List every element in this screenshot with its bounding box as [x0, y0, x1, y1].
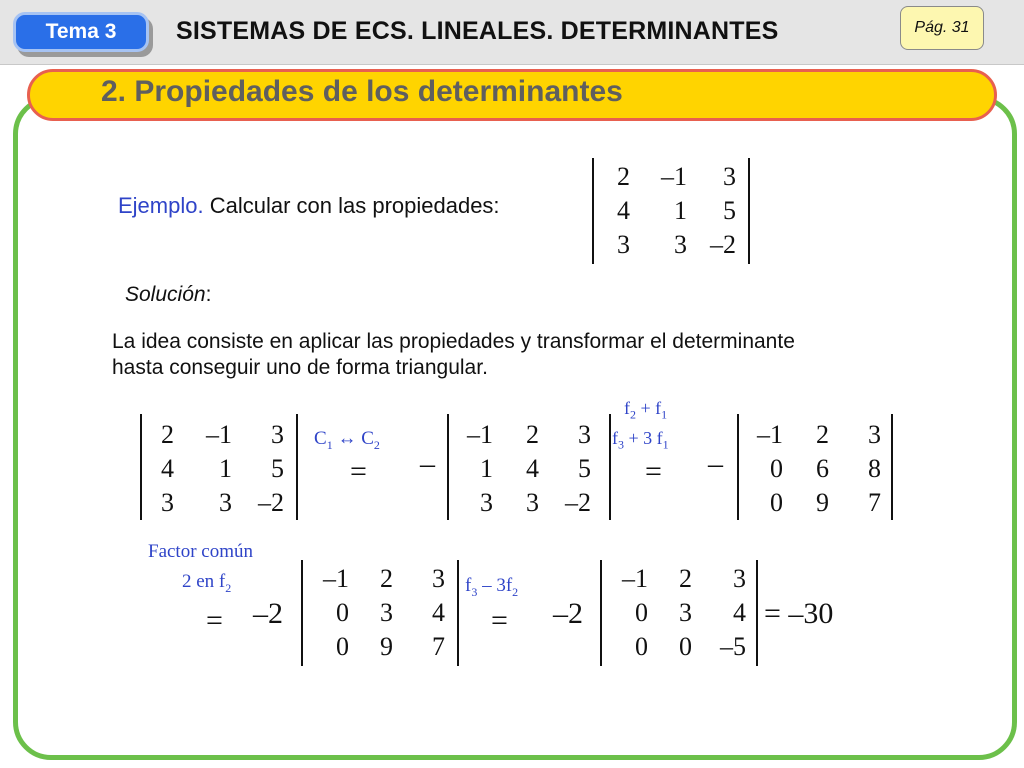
idea-line-1: La idea consiste en aplicar las propiedades y transformar el determinante — [112, 330, 795, 353]
determinant-entry: 5 — [271, 454, 284, 483]
determinant-entry: 9 — [380, 632, 393, 661]
determinant-entry: 1 — [674, 196, 687, 225]
solution-colon: : — [205, 283, 212, 306]
determinant-entry: 3 — [733, 564, 746, 593]
idea-line-2: hasta conseguir uno de forma triangular. — [112, 356, 488, 379]
final-result: = –30 — [764, 597, 834, 630]
determinant-entry: 3 — [480, 488, 493, 517]
determinant-row — [594, 162, 748, 196]
determinant-entry: 5 — [578, 454, 591, 483]
determinant-row — [303, 564, 457, 598]
determinant-entry: 4 — [432, 598, 445, 627]
determinant-entry: 3 — [380, 598, 393, 627]
determinant-entry: 3 — [578, 420, 591, 449]
determinant-row — [594, 230, 748, 264]
determinant-row — [602, 564, 756, 598]
determinant-entry: –1 — [206, 420, 232, 449]
factor-annotation-line-1: Factor común — [148, 541, 254, 562]
equals-sign-4: = — [491, 604, 508, 637]
determinant-entry: 0 — [770, 488, 783, 517]
factor-minus-two-1: –2 — [253, 597, 283, 630]
determinant-entry: 4 — [733, 598, 746, 627]
determinant-entry: 7 — [868, 488, 881, 517]
determinant-entry: 0 — [336, 632, 349, 661]
determinant-entry: –5 — [720, 632, 746, 661]
determinant-entry: 1 — [480, 454, 493, 483]
determinant-entry: 0 — [770, 454, 783, 483]
row-ops-annotation-line-1: $f_2 + f_1$ — [624, 398, 668, 422]
determinant-row — [303, 632, 457, 666]
determinant-entry: 8 — [868, 454, 881, 483]
determinant-entry: 3 — [723, 162, 736, 191]
equals-sign-2: = — [645, 455, 662, 488]
equals-sign-1: = — [350, 455, 367, 488]
determinant-2 — [447, 414, 611, 520]
equals-sign-3: = — [206, 604, 223, 637]
determinant-row — [739, 488, 891, 522]
example-label: Ejemplo. — [118, 193, 204, 218]
determinant-entry: 5 — [723, 196, 736, 225]
determinant-entry: 3 — [432, 564, 445, 593]
solution-heading — [125, 283, 211, 307]
determinant-row — [142, 454, 296, 488]
idea-paragraph — [112, 329, 795, 381]
determinant-4 — [301, 560, 459, 666]
determinant-1 — [140, 414, 298, 520]
determinant-entry: 3 — [271, 420, 284, 449]
determinant-entry: –2 — [258, 488, 284, 517]
section-title: 2. Propiedades de los determinantes — [101, 75, 623, 108]
determinant-entry: 4 — [617, 196, 630, 225]
determinant-row — [594, 196, 748, 230]
determinant-entry: 7 — [432, 632, 445, 661]
determinant-entry: 3 — [679, 598, 692, 627]
determinant-entry: 2 — [617, 162, 630, 191]
determinant-entry: 3 — [219, 488, 232, 517]
determinant-entry: 6 — [816, 454, 829, 483]
determinant-5 — [600, 560, 758, 666]
determinant-row — [739, 420, 891, 454]
determinant-entry: 2 — [161, 420, 174, 449]
determinant-entry: 3 — [617, 230, 630, 259]
determinant-row — [449, 420, 609, 454]
determinant-entry: 2 — [816, 420, 829, 449]
determinant-entry: 0 — [635, 598, 648, 627]
determinant-row — [739, 454, 891, 488]
factor-minus-two-2: –2 — [553, 597, 583, 630]
row-ops-annotation-line-2: $f_3 + 3$ $f_1$ — [612, 428, 669, 452]
determinant-entry: 2 — [380, 564, 393, 593]
determinant-entry: 1 — [219, 454, 232, 483]
determinant-entry: 2 — [679, 564, 692, 593]
example-statement — [118, 193, 500, 219]
determinant-entry: 3 — [526, 488, 539, 517]
determinant-entry: 0 — [336, 598, 349, 627]
determinant-entry: 4 — [526, 454, 539, 483]
solution-label: Solución — [125, 283, 206, 306]
determinant-entry: 2 — [526, 420, 539, 449]
page-number-badge: Pág. 31 — [900, 6, 984, 50]
row-op-annotation-2: $f_3 - 3f_2$ — [465, 575, 519, 599]
determinant-entry: 3 — [674, 230, 687, 259]
determinant-entry: 0 — [635, 632, 648, 661]
determinant-entry: 0 — [679, 632, 692, 661]
determinant-entry: 9 — [816, 488, 829, 517]
determinant-entry: –1 — [757, 420, 783, 449]
determinant-row — [602, 632, 756, 666]
example-determinant — [592, 158, 750, 264]
determinant-entry: 4 — [161, 454, 174, 483]
determinant-row — [449, 454, 609, 488]
determinant-entry: –1 — [467, 420, 493, 449]
determinant-entry: –1 — [622, 564, 648, 593]
determinant-row — [303, 598, 457, 632]
topic-badge: Tema 3 — [13, 12, 149, 52]
example-text: Calcular con las propiedades: — [203, 193, 500, 218]
minus-sign-2: – — [708, 447, 723, 480]
determinant-entry: –2 — [710, 230, 736, 259]
determinant-entry: 3 — [161, 488, 174, 517]
determinant-row — [602, 598, 756, 632]
determinant-entry: –1 — [323, 564, 349, 593]
determinant-row — [142, 420, 296, 454]
factor-annotation-line-2: 2 en $f_2$ — [182, 571, 232, 595]
determinant-row — [449, 488, 609, 522]
column-swap-annotation: $C_1$ ↔ $C_2$ — [314, 428, 380, 452]
determinant-entry: –2 — [565, 488, 591, 517]
determinant-row — [142, 488, 296, 522]
minus-sign-1: – — [420, 447, 435, 480]
determinant-entry: 3 — [868, 420, 881, 449]
determinant-entry: –1 — [661, 162, 687, 191]
header-title: SISTEMAS DE ECS. LINEALES. DETERMINANTES — [176, 17, 779, 45]
determinant-3 — [737, 414, 893, 520]
